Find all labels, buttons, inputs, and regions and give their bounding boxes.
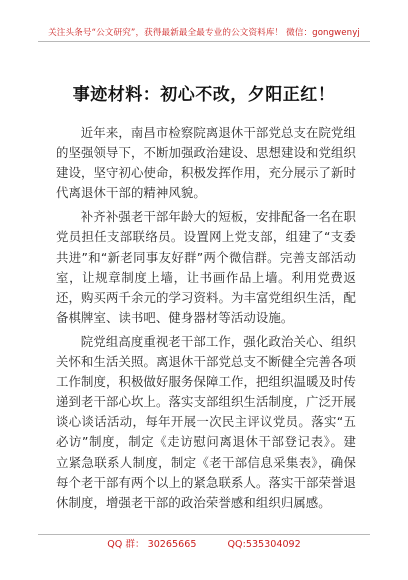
document-title: 事迹材料：初心不改，夕阳正红！ xyxy=(72,85,336,105)
paragraph: 补齐补强老干部年龄大的短板，安排配备一名在职党员担任支部联络员。设置网上党支部，组建了“支委共进”和“新老同事友好群”两个微信群。完善支部活动室，让规章制度上墙，让书画作品上墙。利用党费返还，购买两千余元的学习资料。为丰富党组织生活，配备棋牌室、读书吧、健身器材等活动设施。 xyxy=(56,209,356,325)
paragraph: 院党组高度重视老干部工作，强化政治关心、组织关怀和生活关照。离退休干部党总支不断健全完善各项工作制度，积极做好服务保障工作，把组织温暖及时传递到老干部心坎上。落实支部组织生活制度，广泛开展谈心谈话活动，每年开展一次民主评议党员。落实“五必访”制度，制定《走访慰问离退休干部登记表》。建立紧急联系人制度，制定《老干部信息采集表》，确保每个老干部有两个以上的紧急联系人。落实干部荣誉退休制度，增强老干部的政治荣誉感和组织归属感。 xyxy=(56,333,356,510)
document-body xyxy=(56,123,356,514)
header-note: 关注头条号“公文研究”，获得最新最全最专业的公文资料库！ 微信：gongwenyj xyxy=(48,28,360,38)
header-divider xyxy=(38,41,370,42)
paragraph: 近年来，南昌市检察院离退休干部党总支在院党组的坚强领导下，不断加强政治建设、思想建设和党组织建设，坚守初心使命，积极发挥作用，充分展示了新时代离退休干部的精神风貌。 xyxy=(56,125,356,201)
footer xyxy=(0,536,408,550)
footer-qq: QQ:535304092 xyxy=(227,539,301,550)
footer-qq-group: QQ 群： 30265665 xyxy=(107,539,197,550)
footer-divider xyxy=(38,534,370,535)
